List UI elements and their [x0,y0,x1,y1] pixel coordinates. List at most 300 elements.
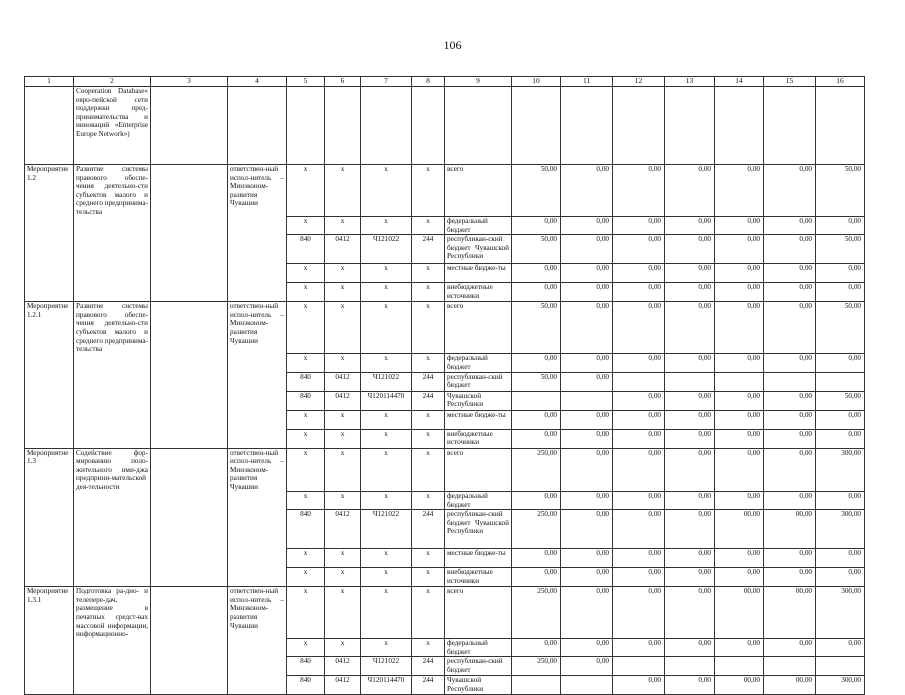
measure-name [74,283,151,302]
empty-cell [764,87,816,165]
code-cell: x [287,568,325,587]
amount-cell: 0,00 [715,491,764,509]
empty-cell [412,87,445,165]
amount-cell: 0,00 [561,235,613,264]
amount-cell: 0,00 [613,429,665,448]
code-cell: x [287,429,325,448]
amount-cell: 0,00 [613,165,665,217]
code-cell: 244 [412,510,445,549]
measure-id [25,391,74,410]
empty-cell [361,87,412,165]
code-cell: Ч120114470 [361,676,412,695]
measure-id [25,372,74,391]
code-cell: Ч121022 [361,657,412,676]
table-row [25,676,865,695]
table-row [25,354,865,372]
empty-cell [151,217,228,235]
code-cell: x [325,302,361,354]
measure-name [74,410,151,429]
amount-cell: 0,00 [512,264,561,283]
amount-cell: 0,00 [613,235,665,264]
measure-name [74,568,151,587]
table-row [25,639,865,657]
amount-cell: 0,00 [561,264,613,283]
amount-cell: 0,00 [561,549,613,568]
code-cell: x [361,410,412,429]
funding-source: Чувашской Республики [445,676,512,695]
table-row [25,429,865,448]
code-cell: x [325,165,361,217]
responsible-executor [228,354,287,372]
measure-id: Мероприятие 1.3 [25,448,74,491]
header-cell: 6 [325,77,361,87]
amount-cell: 0,00 [715,217,764,235]
table-row [25,568,865,587]
measure-name [74,639,151,657]
header-cell: 11 [561,77,613,87]
amount-cell: 00,00 [715,676,764,695]
amount-cell: 0,00 [715,410,764,429]
amount-cell: 0,00 [764,302,816,354]
table-row [25,165,865,217]
code-cell: Ч120114470 [361,391,412,410]
amount-cell: 0,00 [561,568,613,587]
empty-cell [151,568,228,587]
table-row [25,391,865,410]
amount-cell: 0,00 [613,217,665,235]
amount-cell: 0,00 [764,217,816,235]
amount-cell: 300,00 [816,510,865,549]
empty-cell [512,87,561,165]
measure-id [25,235,74,264]
amount-cell: 300,00 [816,676,865,695]
funding-source: внебюджетные источники [445,429,512,448]
intro-text: Cooperation Database» евро-пейской сети поддержки пред-принимательства и инноваций «Enterprise Europe Network») [74,87,151,165]
amount-cell: 0,00 [715,354,764,372]
code-cell: 244 [412,657,445,676]
measure-id [25,639,74,657]
code-cell: x [361,587,412,639]
table-row [25,302,865,354]
table-row [25,372,865,391]
code-cell: x [361,354,412,372]
funding-source: Чувашской Республики [445,391,512,410]
amount-cell: 0,00 [512,410,561,429]
amount-cell: 50,00 [816,235,865,264]
amount-cell: 50,00 [512,372,561,391]
amount-cell: 0,00 [816,283,865,302]
code-cell: 0412 [325,657,361,676]
measure-name [74,676,151,695]
code-cell: x [325,549,361,568]
code-cell: x [412,568,445,587]
code-cell: x [325,354,361,372]
code-cell: x [361,217,412,235]
table-row [25,410,865,429]
measure-name [74,354,151,372]
amount-cell: 00,00 [764,510,816,549]
empty-cell [151,87,228,165]
code-cell: x [287,302,325,354]
measure-id [25,217,74,235]
header-cell: 5 [287,77,325,87]
amount-cell [715,657,764,676]
header-cell: 13 [665,77,715,87]
measure-name [74,491,151,509]
amount-cell: 50,00 [816,165,865,217]
amount-cell [816,657,865,676]
amount-cell: 0,00 [561,165,613,217]
amount-cell: 0,00 [561,217,613,235]
amount-cell: 0,00 [665,429,715,448]
code-cell: Ч121022 [361,235,412,264]
amount-cell: 0,00 [665,283,715,302]
code-cell: 840 [287,372,325,391]
funding-source: республикан-ский бюджет Чувашской Республики [445,235,512,264]
amount-cell: 00,00 [764,587,816,639]
amount-cell: 0,00 [715,448,764,491]
code-cell: x [287,410,325,429]
amount-cell: 0,00 [764,491,816,509]
amount-cell [613,372,665,391]
empty-cell [151,165,228,217]
amount-cell: 0,00 [764,283,816,302]
header-cell: 10 [512,77,561,87]
code-cell: x [412,429,445,448]
responsible-executor [228,491,287,509]
amount-cell: 0,00 [665,448,715,491]
measure-id [25,676,74,695]
table-row [25,235,865,264]
code-cell: x [325,568,361,587]
funding-source: федеральный бюджет [445,354,512,372]
measure-id [25,510,74,549]
amount-cell: 0,00 [561,410,613,429]
measure-name [74,657,151,676]
measure-name [74,264,151,283]
empty-cell [228,87,287,165]
amount-cell: 0,00 [665,165,715,217]
amount-cell: 0,00 [816,491,865,509]
responsible-executor: ответствен-ный испол-нитель – Минэконом-развития Чувашии [228,302,287,354]
code-cell: Ч121022 [361,510,412,549]
code-cell: x [412,354,445,372]
measure-name [74,372,151,391]
amount-cell: 250,00 [512,657,561,676]
code-cell: 840 [287,676,325,695]
amount-cell: 0,00 [613,410,665,429]
amount-cell: 50,00 [512,235,561,264]
responsible-executor [228,283,287,302]
table-row [25,491,865,509]
funding-source: республикан-ский бюджет [445,372,512,391]
header-cell: 16 [816,77,865,87]
code-cell: x [287,354,325,372]
table-row [25,448,865,491]
amount-cell: 0,00 [512,429,561,448]
amount-cell: 0,00 [613,568,665,587]
measure-id: Мероприятие 1.2.1 [25,302,74,354]
empty-cell [151,264,228,283]
amount-cell: 0,00 [613,587,665,639]
amount-cell: 0,00 [816,217,865,235]
funding-source: внебюджетные источники [445,283,512,302]
table-row [25,657,865,676]
amount-cell [665,372,715,391]
funding-source: всего [445,302,512,354]
code-cell: x [325,264,361,283]
amount-cell: 0,00 [561,429,613,448]
header-cell: 3 [151,77,228,87]
measure-id [25,283,74,302]
code-cell: x [412,264,445,283]
amount-cell: 0,00 [816,568,865,587]
amount-cell: 0,00 [613,676,665,695]
amount-cell: 0,00 [665,391,715,410]
amount-cell: 50,00 [512,302,561,354]
empty-cell [151,391,228,410]
code-cell: x [361,429,412,448]
amount-cell [816,372,865,391]
amount-cell: 0,00 [764,410,816,429]
amount-cell [764,657,816,676]
code-cell: x [287,639,325,657]
amount-cell: 0,00 [715,391,764,410]
amount-cell: 0,00 [613,549,665,568]
responsible-executor [228,410,287,429]
measure-id [25,264,74,283]
header-cell: 15 [764,77,816,87]
amount-cell: 0,00 [613,302,665,354]
funding-source: республикан-ский бюджет Чувашской Республики [445,510,512,549]
header-cell: 12 [613,77,665,87]
amount-cell: 0,00 [561,372,613,391]
code-cell: x [287,491,325,509]
code-cell: x [412,549,445,568]
responsible-executor [228,372,287,391]
amount-cell [665,657,715,676]
responsible-executor [228,639,287,657]
amount-cell: 0,00 [715,302,764,354]
measure-id: Мероприятие 1.2 [25,165,74,217]
table-row [25,510,865,549]
amount-cell: 0,00 [613,264,665,283]
code-cell: x [287,549,325,568]
empty-cell [665,87,715,165]
amount-cell: 0,00 [512,354,561,372]
code-cell: 840 [287,510,325,549]
amount-cell: 300,00 [816,587,865,639]
code-cell: 0412 [325,372,361,391]
amount-cell: 0,00 [613,391,665,410]
code-cell: x [325,217,361,235]
code-cell: 0412 [325,391,361,410]
code-cell: x [325,587,361,639]
empty-cell [151,657,228,676]
funding-source: местные бюдже-ты [445,264,512,283]
amount-cell: 0,00 [665,568,715,587]
amount-cell: 0,00 [561,354,613,372]
header-cell: 4 [228,77,287,87]
amount-cell: 0,00 [512,549,561,568]
empty-cell [151,410,228,429]
table-row [25,217,865,235]
amount-cell: 0,00 [561,302,613,354]
empty-cell [151,549,228,568]
code-cell: x [361,448,412,491]
measure-name: Развитие системы правового обеспе-чения деятельно-сти субъектов малого и среднего предпринима-тельства [74,165,151,217]
empty-cell [151,354,228,372]
funding-source: республикан-ский бюджет [445,657,512,676]
amount-cell: 0,00 [613,354,665,372]
table-row [25,264,865,283]
header-cell: 14 [715,77,764,87]
amount-cell: 0,00 [613,283,665,302]
amount-cell: 0,00 [816,549,865,568]
amount-cell: 300,00 [816,448,865,491]
responsible-executor [228,568,287,587]
measure-id [25,568,74,587]
amount-cell: 0,00 [715,568,764,587]
responsible-executor [228,510,287,549]
responsible-executor: ответствен-ный испол-нитель – Минэконом-развития Чувашии [228,165,287,217]
funding-source: всего [445,448,512,491]
code-cell: x [287,165,325,217]
amount-cell: 0,00 [715,549,764,568]
code-cell: x [412,491,445,509]
amount-cell: 0,00 [715,235,764,264]
amount-cell: 0,00 [665,510,715,549]
funding-source: всего [445,587,512,639]
amount-cell: 0,00 [764,165,816,217]
code-cell: x [361,639,412,657]
responsible-executor [228,264,287,283]
responsible-executor [228,391,287,410]
empty-cell [151,283,228,302]
empty-cell [715,87,764,165]
funding-source: федеральный бюджет [445,491,512,509]
amount-cell: 0,00 [512,491,561,509]
amount-cell: 0,00 [561,657,613,676]
amount-cell: 0,00 [665,264,715,283]
amount-cell: 00,00 [764,676,816,695]
empty-cell [151,448,228,491]
amount-cell: 0,00 [764,448,816,491]
amount-cell: 0,00 [764,354,816,372]
amount-cell: 0,00 [665,587,715,639]
empty-cell [151,491,228,509]
empty-cell [613,87,665,165]
code-cell: x [361,568,412,587]
amount-cell: 0,00 [764,235,816,264]
amount-cell: 50,00 [816,391,865,410]
measure-name [74,217,151,235]
amount-cell: 0,00 [816,264,865,283]
empty-cell [325,87,361,165]
code-cell: x [287,587,325,639]
amount-cell: 250,00 [512,448,561,491]
responsible-executor [228,217,287,235]
amount-cell: 0,00 [715,283,764,302]
code-cell: x [361,264,412,283]
code-cell: x [287,217,325,235]
amount-cell: 250,00 [512,587,561,639]
amount-cell: 0,00 [715,429,764,448]
amount-cell: 0,00 [816,354,865,372]
empty-cell [561,87,613,165]
amount-cell: 0,00 [512,639,561,657]
amount-cell: 0,00 [665,491,715,509]
amount-cell: 0,00 [561,639,613,657]
code-cell: 244 [412,391,445,410]
empty-cell [151,510,228,549]
amount-cell: 0,00 [816,429,865,448]
responsible-executor [228,235,287,264]
amount-cell [561,391,613,410]
measure-name [74,510,151,549]
amount-cell: 0,00 [613,448,665,491]
measure-name: Развитие системы правового обеспе-чения деятельно-сти субъектов малого и среднего предпринима-тельства [74,302,151,354]
amount-cell: 0,00 [665,639,715,657]
responsible-executor: ответствен-ный испол-нитель – Минэконом-развития Чувашии [228,587,287,639]
amount-cell: 0,00 [561,587,613,639]
amount-cell: 0,00 [816,410,865,429]
amount-cell: 0,00 [561,510,613,549]
funding-source: местные бюдже-ты [445,549,512,568]
amount-cell: 0,00 [665,235,715,264]
table-row [25,549,865,568]
amount-cell: 0,00 [512,217,561,235]
amount-cell: 0,00 [665,410,715,429]
funding-source: местные бюдже-ты [445,410,512,429]
code-cell: x [412,217,445,235]
amount-cell [764,372,816,391]
code-cell: x [325,639,361,657]
code-cell: x [325,448,361,491]
amount-cell: 0,00 [561,448,613,491]
amount-cell: 0,00 [764,264,816,283]
code-cell: x [361,165,412,217]
amount-cell: 0,00 [613,491,665,509]
header-cell: 8 [412,77,445,87]
code-cell: 0412 [325,676,361,695]
header-row [25,77,865,87]
page-number: 106 [443,38,462,52]
measure-id [25,657,74,676]
amount-cell: 0,00 [665,354,715,372]
amount-cell [561,676,613,695]
amount-cell: 0,00 [512,568,561,587]
code-cell: 840 [287,657,325,676]
amount-cell: 0,00 [715,639,764,657]
responsible-executor [228,429,287,448]
measure-id: Мероприятие 1.3.1 [25,587,74,639]
amount-cell [715,372,764,391]
header-cell: 2 [74,77,151,87]
empty-cell [151,235,228,264]
amount-cell [613,657,665,676]
funding-source: федеральный бюджет [445,217,512,235]
funding-source: федеральный бюджет [445,639,512,657]
amount-cell: 50,00 [816,302,865,354]
responsible-executor [228,676,287,695]
code-cell: 0412 [325,235,361,264]
empty-cell [25,87,74,165]
code-cell: 244 [412,676,445,695]
code-cell: x [412,302,445,354]
code-cell: x [361,302,412,354]
code-cell: x [361,491,412,509]
